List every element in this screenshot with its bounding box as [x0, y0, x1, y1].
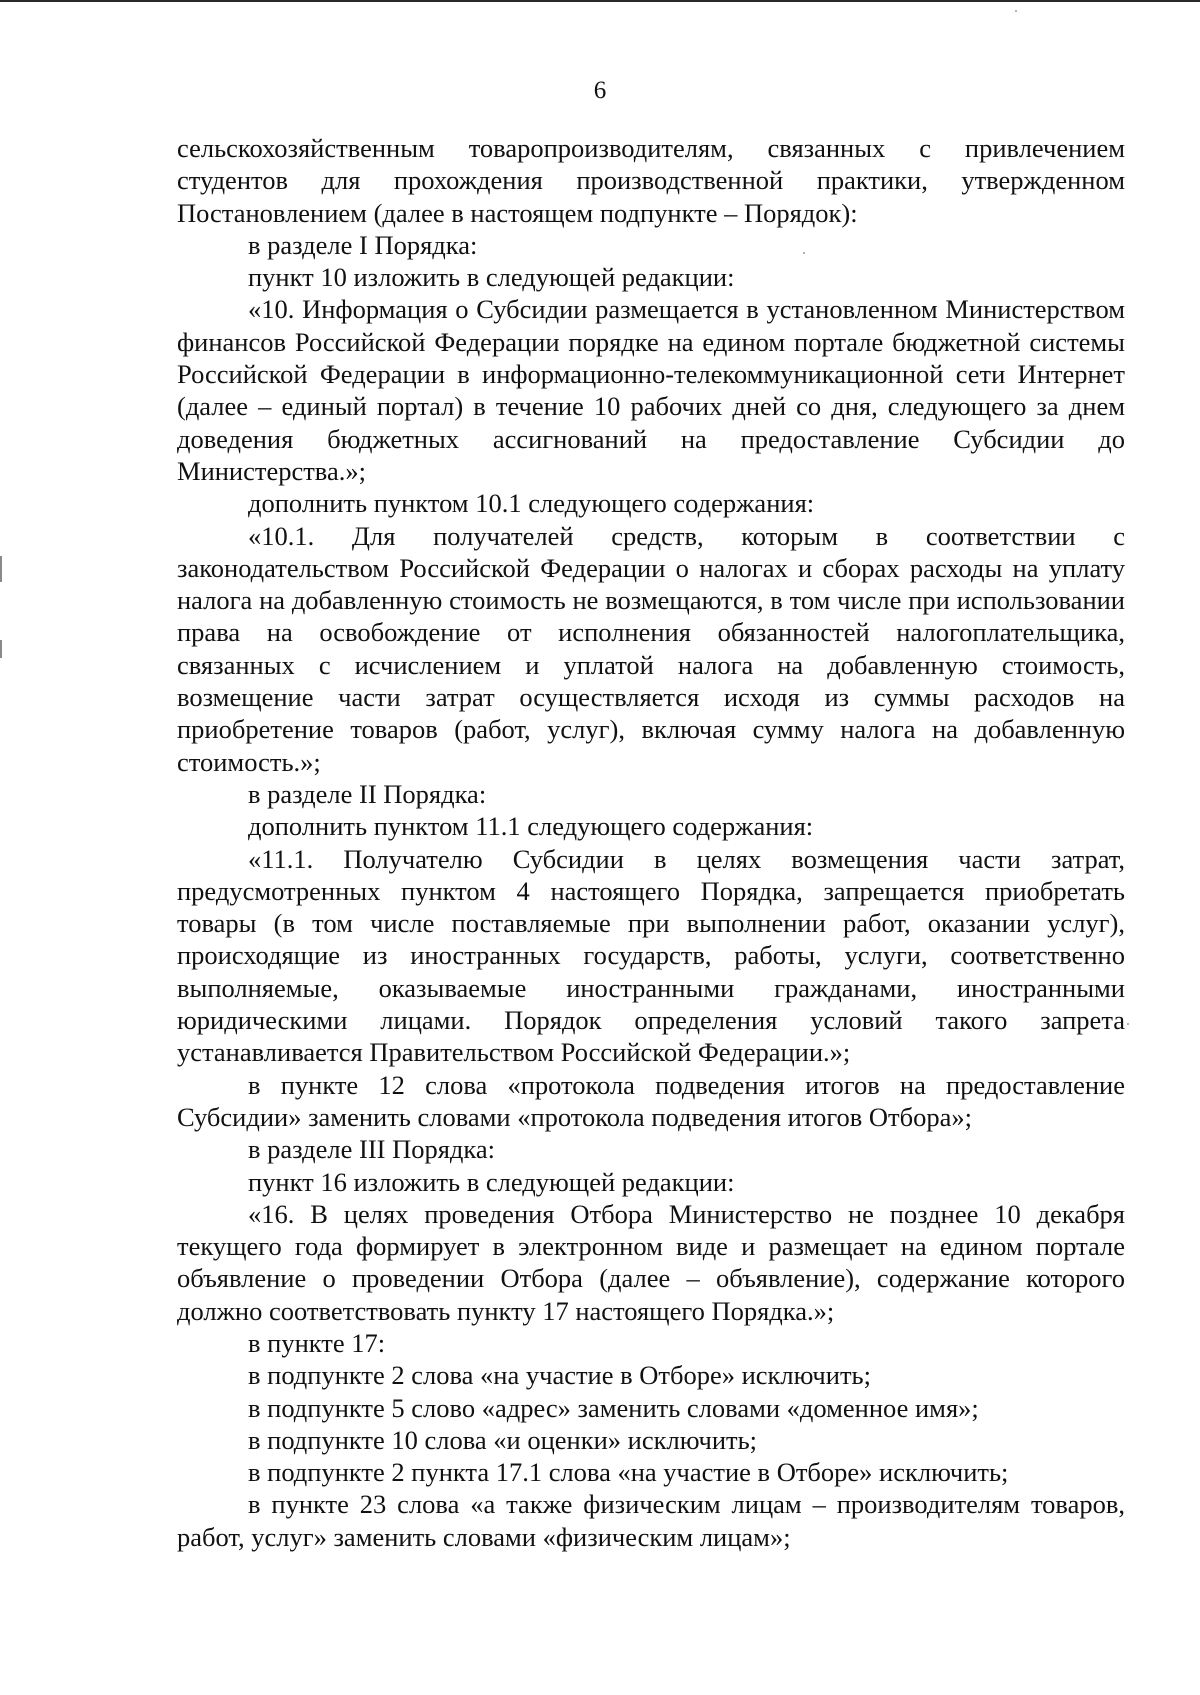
paragraph: дополнить пунктом 10.1 следующего содержания:	[248, 488, 815, 519]
paragraph: пункт 10 изложить в следующей редакции:	[248, 262, 735, 293]
paragraph: «16. В целях проведения Отбора Министерство не позднее 10 декабря текущего года формирует в электронном виде и размещает на едином портале объявление о проведении Отбора (далее – объявление), содержание которого должно соответствовать пункту 17 настоящего Порядка.»;	[177, 1198, 1125, 1326]
paragraph: в разделе III Порядка:	[248, 1134, 496, 1165]
scan-speck	[1127, 1023, 1129, 1025]
paragraph: пункт 16 изложить в следующей редакции:	[248, 1166, 735, 1197]
document-body	[177, 132, 1125, 1553]
scan-speck	[1015, 10, 1017, 12]
paragraph: в подпункте 2 слова «на участие в Отборе» исключить;	[248, 1360, 871, 1391]
page-number: 6	[593, 77, 607, 104]
paragraph: в разделе II Порядка:	[248, 778, 487, 809]
paragraph: сельскохозяйственным товаропроизводителям, связанных с привлечением студентов для прохождения производственной практики, утвержденном Постановлением (далее в настоящем подпункте – Порядок):	[177, 133, 1125, 228]
paragraph: в подпункте 10 слова «и оценки» исключить;	[248, 1424, 758, 1455]
paragraph: в подпункте 5 слово «адрес» заменить словами «доменное имя»;	[248, 1392, 979, 1423]
paragraph: в подпункте 2 пункта 17.1 слова «на участие в Отборе» исключить;	[248, 1457, 1009, 1488]
paragraph: «11.1. Получателю Субсидии в целях возмещения части затрат, предусмотренных пунктом 4 настоящего Порядка, запрещается приобретать товары (в том числе поставляемые при выполнении работ, оказании услуг), происходящие из иностранных государств, работы, услуги, соответственно выполняемые, оказываемые иностранными гражданами, иностранными юридическими лицами. Порядок определения условий такого запрета устанавливается Правительством Российской Федерации.»;	[177, 843, 1125, 1068]
scan-edge-mark	[0, 640, 2, 658]
paragraph: в пункте 12 слова «протокола подведения итогов на предоставление Субсидии» заменить словами «протокола подведения итогов Отбора»;	[177, 1069, 1125, 1132]
scan-edge-mark	[0, 556, 2, 582]
paragraph: дополнить пунктом 11.1 следующего содержания:	[248, 811, 814, 842]
paragraph: в пункте 17:	[248, 1327, 386, 1358]
paragraph: в пункте 23 слова «а также физическим лицам – производителям товаров, работ, услуг» заменить словами «физическим лицам»;	[177, 1489, 1125, 1552]
scan-top-edge	[0, 0, 1200, 2]
paragraph: «10. Информация о Субсидии размещается в установленном Министерством финансов Российской Федерации порядке на едином портале бюджетной системы Российской Федерации в информационно-телекоммуникационной сети Интернет (далее – единый портал) в течение 10 рабочих дней со дня, следующего за днем доведения бюджетных ассигнований на предоставление Субсидии до Министерства.»;	[177, 294, 1125, 486]
paragraph: «10.1. Для получателей средств, которым в соответствии с законодательством Российской Федерации о налогах и сборах расходы на уплату налога на добавленную стоимость не возмещаются, в том числе при использовании права на освобождение от исполнения обязанностей налогоплательщика, связанных с исчислением и уплатой налога на добавленную стоимость, возмещение части затрат осуществляется исходя из суммы расходов на приобретение товаров (работ, услуг), включая сумму налога на добавленную стоимость.»;	[177, 520, 1125, 777]
paragraph: в разделе I Порядка:	[248, 229, 478, 260]
